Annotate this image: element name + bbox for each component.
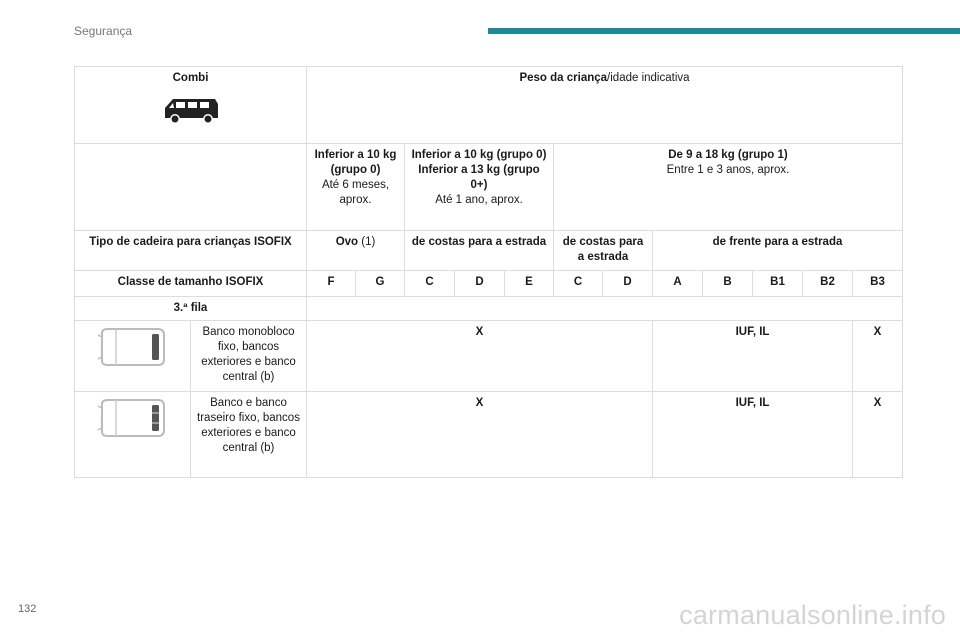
empty-cell [307, 297, 903, 321]
seat-type-cell [307, 231, 405, 271]
group-age: Até 6 meses, aprox. [321, 179, 390, 206]
header-accent-bar [488, 28, 960, 34]
table-row [75, 297, 903, 321]
group-age: Até 1 ano, aprox. [435, 194, 523, 206]
group-cell [307, 144, 405, 231]
size-class-cell: F [307, 271, 356, 297]
table-row [75, 231, 903, 271]
table-row [75, 392, 903, 478]
group-weight: Inferior a 10 kg (grupo 0) Inferior a 13 kg (grupo 0+) [411, 149, 547, 191]
watermark: carmanualsonline.info [679, 600, 946, 630]
weight-header-cell [307, 67, 903, 144]
rear-facing-value: X [307, 392, 653, 478]
table-row [75, 321, 903, 392]
size-class-cell: C [554, 271, 603, 297]
size-class-cell: E [505, 271, 554, 297]
seat-type-cell [554, 231, 653, 271]
table-row [75, 67, 903, 144]
seat-type-name: de costas para a estrada [411, 236, 547, 248]
isofix-table [74, 66, 903, 478]
group-weight: De 9 a 18 kg (grupo 1) [668, 149, 788, 161]
size-class-cell: B2 [803, 271, 853, 297]
page-number: 132 [18, 603, 37, 615]
vehicle-seat-layout-icon [96, 325, 170, 369]
table-row [75, 144, 903, 231]
group-cell [405, 144, 554, 231]
section-title: Segurança [74, 24, 133, 38]
group-age: Entre 1 e 3 anos, aprox. [666, 164, 790, 176]
seat-type-name: de costas para a estrada [562, 236, 644, 263]
last-class-value: X [853, 392, 903, 478]
seat-type-name: Ovo [335, 236, 359, 248]
forward-facing-value: IUF, IL [653, 392, 853, 478]
group-cell [554, 144, 903, 231]
seat-description: Banco monobloco fixo, bancos exteriores e banco central (b) [191, 321, 307, 392]
van-icon [161, 96, 221, 124]
seat-type-cell [405, 231, 554, 271]
seat-type-name: de frente para a estrada [712, 236, 843, 248]
seat-diagram-cell [75, 321, 191, 392]
weight-label-suffix: /idade indicativa [607, 72, 690, 84]
size-class-label: Classe de tamanho ISOFIX [75, 271, 307, 297]
vehicle-cell [75, 67, 307, 144]
seat-type-note: (1) [358, 236, 376, 248]
seat-description: Banco e banco traseiro fixo, bancos exteriores e banco central (b) [191, 392, 307, 478]
forward-facing-value: IUF, IL [653, 321, 853, 392]
size-class-cell: D [455, 271, 505, 297]
seat-diagram-cell [75, 392, 191, 478]
seat-type-cell [653, 231, 903, 271]
size-class-cell: C [405, 271, 455, 297]
size-class-cell: D [603, 271, 653, 297]
seat-type-label: Tipo de cadeira para crianças ISOFIX [75, 231, 307, 271]
table-row [75, 271, 903, 297]
empty-cell [75, 144, 307, 231]
size-class-cell: B3 [853, 271, 903, 297]
group-weight: Inferior a 10 kg (grupo 0) [314, 149, 397, 176]
vehicle-label: Combi [172, 72, 209, 84]
size-class-cell: B1 [753, 271, 803, 297]
weight-label: Peso da criança [519, 72, 608, 84]
size-class-cell: A [653, 271, 703, 297]
size-class-cell: G [356, 271, 405, 297]
size-class-cell: B [703, 271, 753, 297]
vehicle-seat-layout-icon [96, 396, 170, 440]
last-class-value: X [853, 321, 903, 392]
rear-facing-value: X [307, 321, 653, 392]
row-label: 3.ª fila [75, 297, 307, 321]
